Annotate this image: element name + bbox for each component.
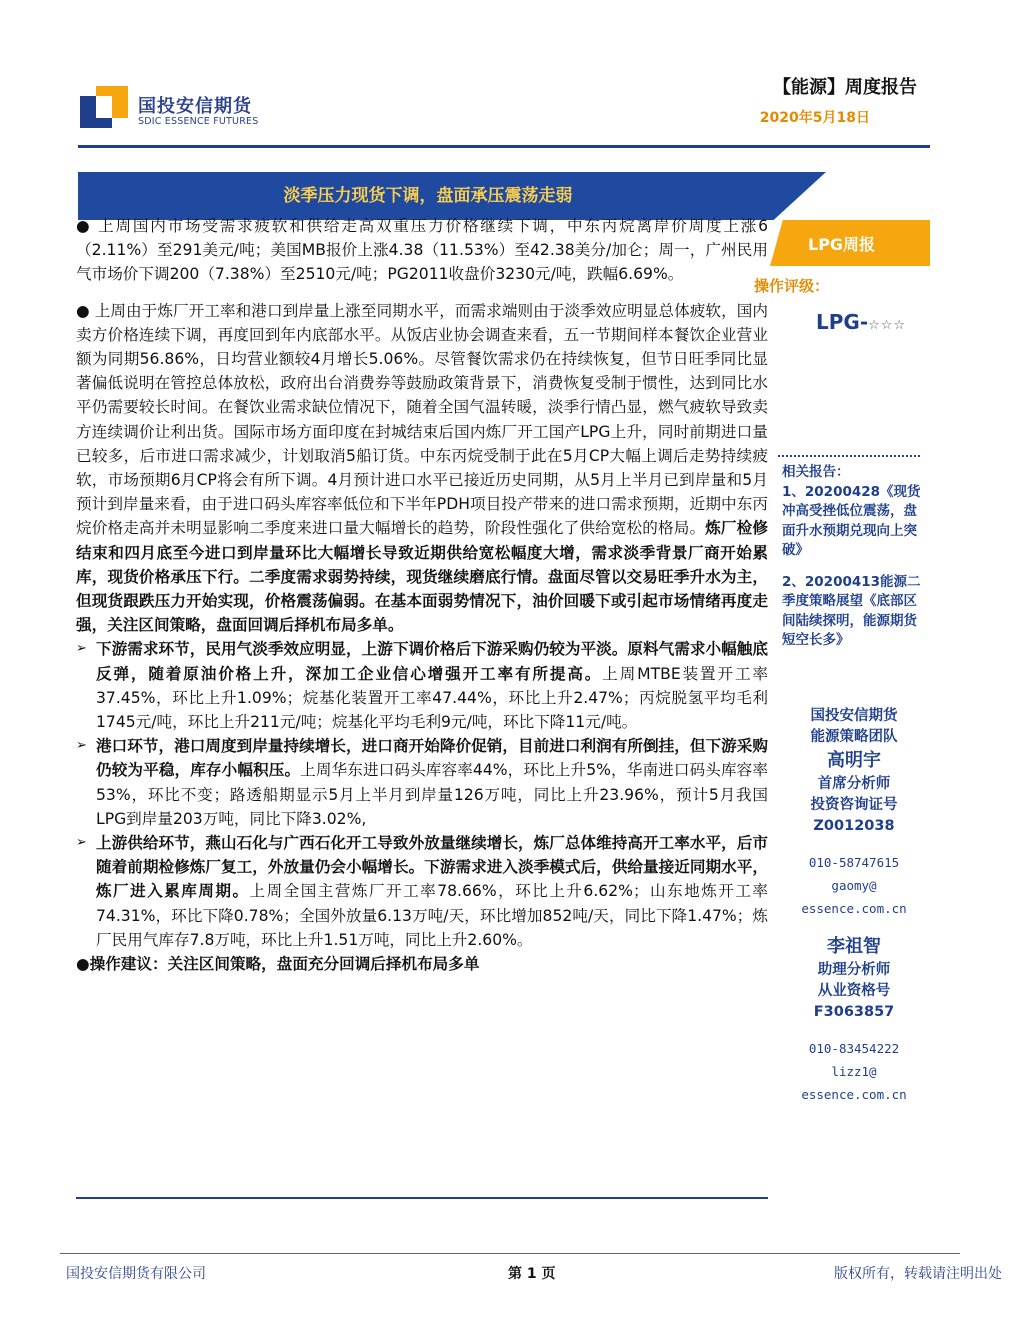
footer-divider <box>60 1253 960 1254</box>
main-content <box>76 214 768 976</box>
report-tag-label: LPG周报 <box>808 235 876 254</box>
sidebar-divider <box>778 455 920 457</box>
analyst-email-user[interactable]: gaomy@ <box>831 878 877 893</box>
analyst-cert-label: 从业资格号 <box>817 983 891 999</box>
summary-text: 上周国内市场受需求疲软和供给走高双重压力价格继续下调，中东丙烷离岸价周度上涨6（2.11%）至291美元/吨；美国MB报价上涨4.38（11.53%）至42.38美分/加仑；周一，广州民用气市场价下调200（7.38%）至2510元/吨；PG2011收盘价3230元/吨，跌幅6.69%。 <box>76 217 768 284</box>
report-title: 淡季压力现货下调，盘面承压震荡走弱 <box>283 186 573 206</box>
analyst-phone: 010-83454222 <box>808 1041 900 1056</box>
operation-advice: ●操作建议：关注区间策略，盘面充分回调后择机布局多单 <box>76 955 480 974</box>
list-item-downstream: ➢ 下游需求环节，民用气淡季效应明显，上游下调价格后下游采购仍较为平淡。原料气需求小幅触底反弹，随着原油价格上升，深加工企业信心增强开工率有所提高。上周MTBE装置开工率37.45%，环比上升1.09%；烷基化装置开工率47.44%，环比上升2.47%；丙烷脱氢平均毛利1745元/吨，环比上升211元/吨；烷基化平均毛利9元/吨，环比下降11元/吨。 <box>76 637 768 734</box>
paragraph-summary: ● 上周国内市场受需求疲软和供给走高双重压力价格继续下调，中东丙烷离岸价周度上涨6（2.11%）至291美元/吨；美国MB报价上涨4.38（11.53%）至42.38美分/加仑；周一，广州民用气市场价下调200（7.38%）至2510元/吨；PG2011收盘价3230元/吨，跌幅6.69%。 <box>76 217 768 284</box>
analyst-name: 李祖智 <box>827 936 881 957</box>
analyst-cert: F3063857 <box>813 1004 895 1020</box>
analyst-email-domain[interactable]: essence.com.cn <box>801 1087 907 1102</box>
analysis-text: 上周由于炼厂开工率和港口到岸量上涨至同期水平，而需求端则由于淡季效应明显总体疲软，国内卖方价格连续下调，再度回到年内底部水平。从饭店业协会调查来看，五一节期间样本餐饮企业营业额为同期56.86%，日均营业额较4月增长5.06%。尽管餐饮需求仍在持续恢复，但节日旺季同比显著偏低说明在管控总体放松，政府出台消费券等鼓励政策背景下，消费恢复受制于惯性，达到同比水平仍需要较长时间。在餐饮业需求缺位情况下，随着全国气温转暖，淡季行情凸显，燃气疲软导致卖方连续调价让利出货。国际市场方面印度在封城结束后国内炼厂开工国产LPG上升，同时前期进口量已较多，后市进口需求减少，计划取消5船订货。中东丙烷受制于此在5月CP大幅上调后走势持续疲软，市场预期6月CP将会有所下调。4月预计进口水平已接近历史同期，从5月上半月已到岸量和5月预计到岸量来看，由于进口码头库容率低位和下半年PDH项目投产带来的进口需求预期，近期中东丙烷价格走高并未明显影响二季度来进口量大幅增长的趋势，阶段性强化了供给宽松的格局。 <box>76 301 768 538</box>
analyst-title: 首席分析师 <box>817 776 891 792</box>
analyst-title: 助理分析师 <box>817 962 891 978</box>
footer-copyright: 版权所有，转载请注明出处 <box>834 1266 1002 1282</box>
content-divider <box>76 1197 768 1199</box>
analyst-name: 高明宇 <box>827 750 881 771</box>
arrow-bullet-icon: ➢ <box>76 738 87 754</box>
report-date: 2020年5月18日 <box>759 110 870 126</box>
analyst-phone: 010-58747615 <box>808 855 900 870</box>
header-divider <box>78 145 930 148</box>
report-type: 【能源】周度报告 <box>773 77 917 98</box>
list-item-upstream: ➢ 上游供给环节，燕山石化与广西石化开工导致外放量继续增长，炼厂总体维持高开工率水平，后市随着前期检修炼厂复工，外放量仍会小幅增长。下游需求进入淡季模式后，供给量接近同期水平，炼厂进入累库周期。上周全国主营炼厂开工率78.66%，环比上升6.62%；山东地炼开工率74.31%，环比下降0.78%；全国外放量6.13万吨/天，环比增加852吨/天，同比下降1.47%；炼厂民用气库存7.8万吨，环比上升1.51万吨，同比上升2.60%。 <box>76 831 768 952</box>
related-report-2: 2、20200413能源二季度策略展望《底部区间陆续探明，能源期货短空长多》 <box>782 573 921 648</box>
analyst-email-domain[interactable]: essence.com.cn <box>801 901 907 916</box>
star-icon: ☆☆☆ <box>868 318 907 333</box>
page-number: 第 1 页 <box>508 1266 556 1282</box>
arrow-bullet-icon: ➢ <box>76 641 87 657</box>
team-name: 能源策略团队 <box>810 729 898 745</box>
rating-value: LPG-☆☆☆ <box>816 310 907 334</box>
analyst-cert: Z0012038 <box>813 818 895 834</box>
footer-company: 国投安信期货有限公司 <box>66 1266 206 1282</box>
paragraph-analysis: ● 上周由于炼厂开工率和港口到岸量上涨至同期水平，而需求端则由于淡季效应明显总体疲软，国内卖方价格连续下调，再度回到年内底部水平。从饭店业协会调查来看，五一节期间样本餐饮企业营业额为同期56.86%，日均营业额较4月增长5.06%。尽管餐饮需求仍在持续恢复，但节日旺季同比显著偏低说明在管控总体放松，政府出台消费券等鼓励政策背景下，消费恢复受制于惯性，达到同比水平仍需要较长时间。在餐饮业需求缺位情况下，随着全国气温转暖，淡季行情凸显，燃气疲软导致卖方连续调价让利出货。国际市场方面印度在封城结束后国内炼厂开工国产LPG上升，同时前期进口量已较多，后市进口需求减少，计划取消5船订货。中东丙烷受制于此在5月CP大幅上调后走势持续疲软，市场预期6月CP将会有所下调。4月预计进口水平已接近历史同期，从5月上半月已到岸量和5月预计到岸量来看，由于进口码头库容率低位和下半年PDH项目投产带来的进口需求预期，近期中东丙烷价格走高并未明显影响二季度来进口量大幅增长的趋势，阶段性强化了供给宽松的格局。炼厂检修结束和四月底至今进口到岸量环比大幅增长导致近期供给宽松幅度大增，需求淡季背景厂商开始累库，现货价格承压下行。二季度需求弱势持续，现货继续磨底行情。盘面尽管以交易旺季升水为主，但现货跟跌压力开始实现，价格震荡偏弱。在基本面弱势情况下，油价回暖下或引起市场情绪再度走强，关注区间策略，盘面回调后择机布局多单。 <box>76 301 768 635</box>
related-title: 相关报告： <box>782 464 850 480</box>
analyst-cert-label: 投资咨询证号 <box>810 797 898 813</box>
arrow-bullet-icon: ➢ <box>76 835 87 851</box>
related-reports <box>782 463 922 651</box>
rating-label: 操作评级： <box>754 277 830 295</box>
list-item-port: ➢ 港口环节，港口周度到岸量持续增长，进口商开始降价促销，目前进口利润有所倒挂，但下游采购仍较为平稳，库存小幅积压。上周华东进口码头库容率44%，环比上升5%，华南进口码头库容率53%，环比不变；路透船期显示5月上半月到岸量126万吨，同比上升23.96%，预计5月我国LPG到岸量203万吨，同比下降3.02%, <box>76 734 768 831</box>
team-org: 国投安信期货 <box>810 708 898 724</box>
analyst-email-user[interactable]: lizz1@ <box>831 1064 877 1079</box>
company-logo <box>80 86 128 128</box>
company-name-cn: 国投安信期货 <box>138 96 252 117</box>
analysis-conclusion: 炼厂检修结束和四月底至今进口到岸量环比大幅增长导致近期供给宽松幅度大增，需求淡季背景厂商开始累库，现货价格承压下行。二季度需求弱势持续，现货继续磨底行情。盘面尽管以交易旺季升水为主，但现货跟跌压力开始实现，价格震荡偏弱。在基本面弱势情况下，油价回暖下或引起市场情绪再度走强，关注区间策略，盘面回调后择机布局多单。 <box>76 519 768 635</box>
company-name-en: SDIC ESSENCE FUTURES <box>138 116 259 127</box>
related-report-1: 1、20200428《现货冲高受挫低位震荡，盘面升水预期兑现向上突破》 <box>782 483 921 558</box>
analyst-team <box>786 706 922 1106</box>
